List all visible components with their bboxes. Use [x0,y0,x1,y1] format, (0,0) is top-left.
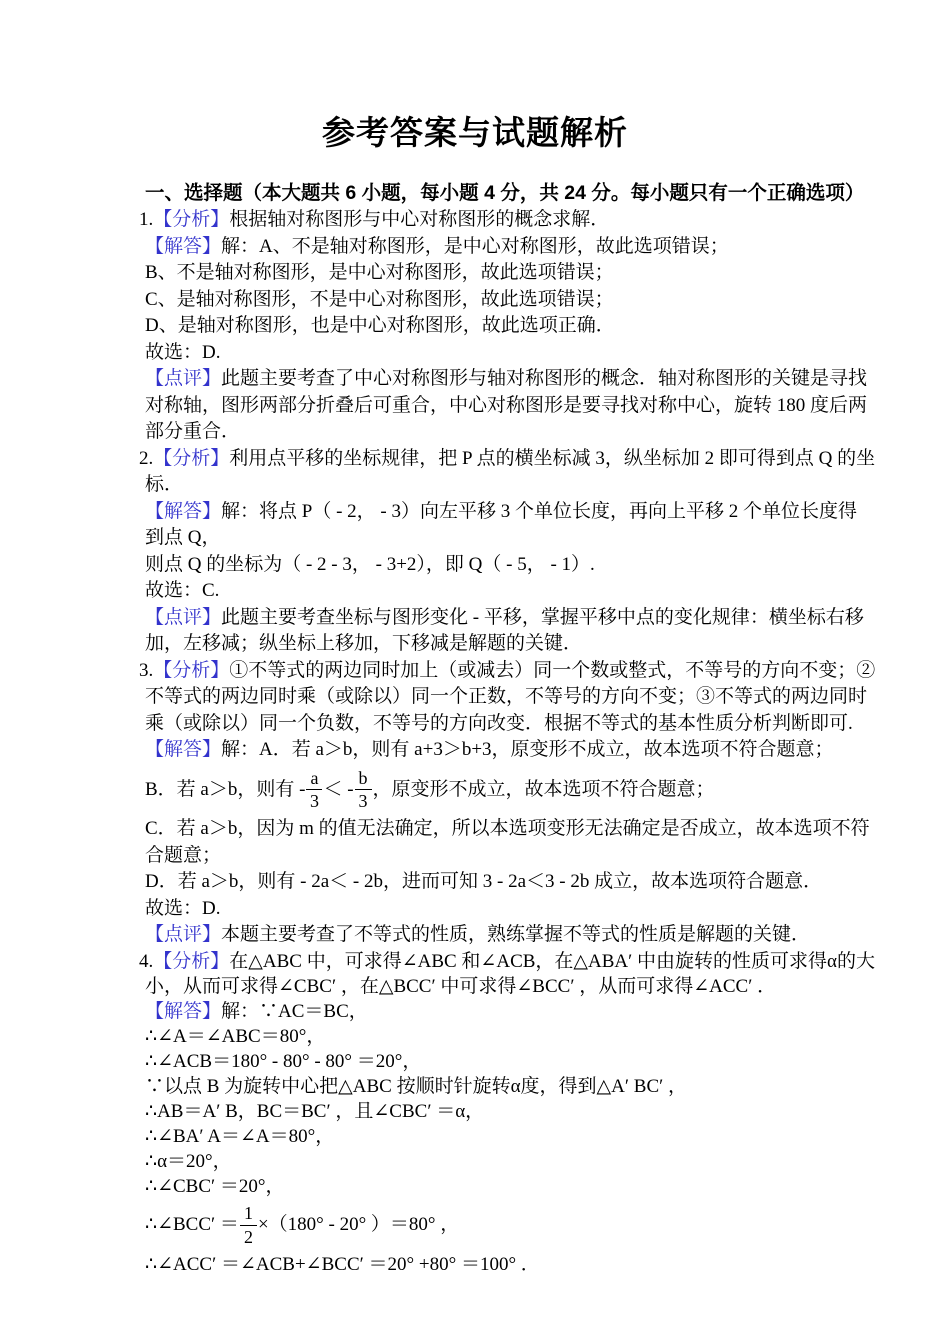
fraction [306,769,322,812]
analysis-label: 【分析】 [153,659,230,681]
q4-step-line: ∴α＝20°， [145,1150,232,1172]
answer-label: 【解答】 [145,1000,222,1022]
q4-step-line: ∵以点 B 为旋转中心把△ABC 按顺时针旋转α度，得到△A′ BC′ ， [145,1075,688,1097]
q1-option-b-line: B、不是轴对称图形，是中心对称图形，故此选项错误； [145,262,614,283]
fraction-denominator: 2 [243,1226,253,1247]
q4-step-line: ∴∠BA′ A＝∠A＝80°， [145,1125,335,1147]
line-text: 在△ABC 中，可求得∠ABC 和∠ACB，在△ABA′ 中由旋转的性质可求得α的大 [229,950,876,972]
q2-comment-line-2: 加，左移减；纵坐标上移加，下移减是解题的关键． [145,633,583,654]
q1-choice-line: 故选：D. [145,341,221,363]
item-number: 2. [139,447,154,469]
fraction-numerator: b [355,769,372,791]
q4-answer-line [145,999,920,1024]
comment-label: 【点评】 [145,924,222,946]
q4-step-line: ∴∠A＝∠ABC＝80°， [145,1025,326,1047]
q3-choice-line: 故选：D. [145,897,221,919]
section-heading: 一、选择题（本大题共 6 小题，每小题 4 分，共 24 分。每小题只有一个正确选项） [145,182,865,204]
q2-answer-line-3: 则点 Q 的坐标为（ - 2 - 3， - 3+2），即 Q（ - 5， - 1）. [145,553,595,575]
q3-analysis-line-3: 乘（或除以）同一个负数，不等号的方向改变．根据不等式的基本性质分析判断即可. [145,712,853,734]
question-2-block [139,446,920,658]
comment-label: 【点评】 [145,368,222,389]
analysis-label: 【分析】 [153,447,230,469]
line-text: 此题主要考查坐标与图形变化 - 平移，掌握平移中点的变化规律：横坐标右移 [221,606,864,628]
line-text: 解：∵AC＝BC， [221,1000,368,1022]
item-number: 4. [139,950,154,972]
fraction-denominator: 3 [309,791,319,812]
q3-option-b-line [145,769,920,812]
q1-option-d-line: D、是轴对称图形，也是中心对称图形，故此选项正确． [145,315,615,336]
q3-option-d-line: D．若 a＞b，则有 - 2a＜ - 2b，进而可知 3 - 2a＜3 - 2b 成立，故本选项符合题意． [145,871,823,893]
q1-comment-line [145,366,920,393]
q3-answer-line [145,737,920,764]
line-text: 解：A、不是轴对称图形，是中心对称图形，故此选项错误； [221,235,729,257]
q3-analysis-line-2: 不等式的两边同时乘（或除以）同一个正数，不等号的方向不变；③不等式的两边同时 [145,686,868,707]
item-number: 1. [139,209,154,230]
q4-step-line: ∴∠ACB＝180° - 80° - 80° ＝20°， [145,1050,422,1072]
q4-analysis-line [139,949,920,974]
analysis-label: 【分析】 [153,950,230,972]
q3-option-c-line: C．若 a＞b，因为 m 的值无法确定，所以本选项变形无法确定是否成立，故本选项不符 [145,818,870,840]
line-text: ①不等式的两边同时加上（或减去）同一个数或整式，不等号的方向不变；② [229,659,876,681]
answer-label: 【解答】 [145,235,222,257]
line-text: ＜ - [323,778,354,800]
document-title: 参考答案与试题解析 [322,114,628,151]
fraction-numerator: a [306,769,322,791]
q2-analysis-line [139,446,920,473]
line-text: 利用点平移的坐标规律，把 P 点的横坐标减 3，纵坐标加 2 即可得到点 Q 的坐 [229,447,876,469]
q4-step-line: ∴∠CBC′ ＝20°， [145,1175,285,1197]
q1-analysis-line [139,207,920,234]
line-text: 本题主要考查了不等式的性质，熟练掌握不等式的性质是解题的关键． [221,924,811,946]
q3-option-c-line-2: 合题意； [145,844,222,866]
q2-answer-line-2: 到点 Q， [145,527,221,548]
answer-content [139,180,920,1277]
fraction [355,769,372,812]
line-text: 解：将点 P（ - 2， - 3）向左平移 3 个单位长度，再向上平移 2 个单位长度得 [221,500,857,522]
question-4-block [139,949,920,1277]
comment-label: 【点评】 [145,606,222,628]
fraction [240,1204,257,1247]
q1-option-c-line: C、是轴对称图形，不是中心对称图形，故此选项错误； [145,288,614,310]
q2-comment-line [145,605,920,632]
fraction-denominator: 3 [358,791,368,812]
q4-step-fraction-line [145,1204,920,1247]
item-number: 3. [139,659,154,681]
q3-analysis-line [139,658,920,685]
question-3-block [139,658,920,949]
line-text: 此题主要考查了中心对称图形与轴对称图形的概念．轴对称图形的关键是寻找 [221,368,868,389]
question-1-block [139,207,920,446]
line-text: ，原变形不成立，故本选项不符合题意； [372,778,715,800]
q4-step-line: ∴∠ACC′ ＝∠ACB+∠BCC′ ＝20° +80° ＝100° ． [145,1253,540,1275]
answer-label: 【解答】 [145,739,222,760]
fraction-numerator: 1 [240,1204,257,1226]
line-text: ∴∠BCC′ ＝ [145,1213,239,1235]
line-text: B．若 a＞b，则有 - [145,778,306,800]
q3-comment-line [145,922,920,949]
q1-comment-line-2: 对称轴，图形两部分折叠后可重合，中心对称图形是要寻找对称中心，旋转 180 度后两 [145,394,868,416]
q2-answer-line [145,499,920,526]
q4-analysis-line-2: 小，从而可求得∠CBC′ ，在△BCC′ 中可求得∠BCC′ ，从而可求得∠ACC′ ． [145,975,777,997]
line-text: 根据轴对称图形与中心对称图形的概念求解． [229,209,610,230]
line-text: ×（180° - 20° ）＝80° ， [257,1213,460,1235]
analysis-label: 【分析】 [153,209,230,230]
answer-label: 【解答】 [145,500,222,522]
q2-analysis-line-2: 标． [145,474,184,495]
q1-answer-line [145,234,920,261]
q2-choice-line: 故选：C. [145,580,220,601]
q4-step-line: ∴AB＝A′ B，BC＝BC′ ，且∠CBC′ ＝α， [145,1100,485,1122]
q1-comment-line-3: 部分重合． [145,421,241,442]
line-text: 解：A．若 a＞b，则有 a+3＞b+3，原变形不成立，故本选项不符合题意； [221,739,834,760]
